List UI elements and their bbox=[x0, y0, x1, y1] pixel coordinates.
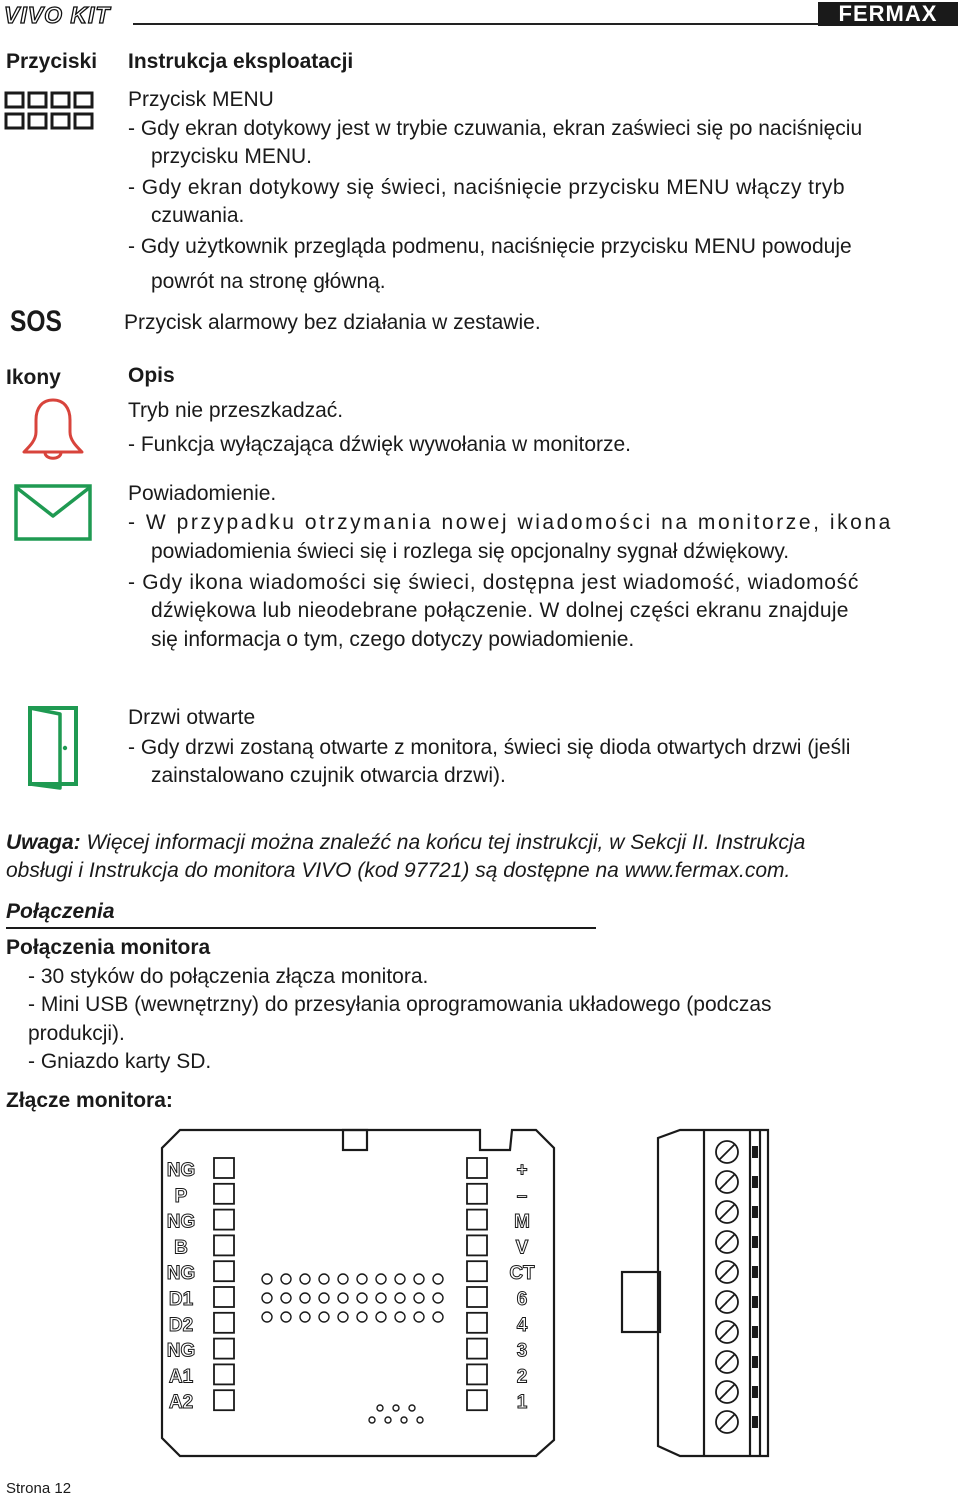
menu-line: czuwania. bbox=[151, 204, 245, 227]
terminal-mark bbox=[752, 1236, 758, 1248]
terminal-label: – bbox=[516, 1185, 528, 1207]
monitor-connections-heading: Połączenia monitora bbox=[6, 936, 211, 959]
terminal-mark bbox=[752, 1296, 758, 1308]
terminal-slot bbox=[214, 1364, 234, 1384]
pin bbox=[357, 1274, 367, 1284]
page-number: Strona 12 bbox=[6, 1480, 72, 1497]
terminal-label: A1 bbox=[168, 1366, 194, 1388]
terminal-label: A2 bbox=[168, 1392, 194, 1414]
pin bbox=[338, 1293, 348, 1303]
pin bbox=[376, 1312, 386, 1322]
terminal-mark bbox=[752, 1146, 758, 1158]
note-line: obsługi i Instrukcja do monitora VIVO (kod 97721) są dostępne na www.fermax.com. bbox=[6, 859, 791, 882]
dnd-title: Tryb nie przeszkadzać. bbox=[128, 399, 344, 422]
header-rule bbox=[133, 23, 819, 25]
keypad-icon bbox=[4, 90, 94, 134]
pin bbox=[281, 1274, 291, 1284]
terminal-slot bbox=[214, 1158, 234, 1178]
door-title: Drzwi otwarte bbox=[128, 706, 256, 729]
envelope-icon bbox=[14, 484, 92, 542]
notification-line: - Gdy ikona wiadomości się świeci, dostępna jest wiadomość, wiadomość bbox=[128, 571, 860, 594]
terminal-label: NG bbox=[166, 1160, 196, 1181]
pin bbox=[300, 1293, 310, 1303]
terminal-slot bbox=[467, 1235, 487, 1255]
terminal-mark bbox=[752, 1326, 758, 1338]
pin bbox=[281, 1312, 291, 1322]
pin bbox=[417, 1417, 423, 1423]
instruction-title: Instrukcja eksploatacji bbox=[128, 50, 354, 73]
door-icon bbox=[26, 704, 82, 790]
terminal-label: 2 bbox=[516, 1366, 528, 1388]
pin bbox=[414, 1274, 424, 1284]
terminal-slot bbox=[467, 1313, 487, 1333]
terminal-slot bbox=[467, 1210, 487, 1230]
pin bbox=[369, 1417, 375, 1423]
terminal-slot bbox=[467, 1390, 487, 1410]
terminal-slot bbox=[467, 1261, 487, 1281]
terminal-label: 6 bbox=[516, 1289, 528, 1310]
terminal-slot bbox=[467, 1184, 487, 1204]
sos-description: Przycisk alarmowy bez działania w zestawie. bbox=[124, 311, 541, 334]
terminal-mark bbox=[752, 1176, 758, 1188]
terminal-slot bbox=[467, 1364, 487, 1384]
terminal-slot bbox=[214, 1261, 234, 1281]
door-line: zainstalowano czujnik otwarcia drzwi). bbox=[151, 764, 506, 787]
terminal-slot bbox=[214, 1287, 234, 1307]
pin bbox=[357, 1312, 367, 1322]
pin bbox=[262, 1312, 272, 1322]
pin bbox=[414, 1293, 424, 1303]
terminal-slot bbox=[467, 1158, 487, 1178]
connections-heading: Połączenia bbox=[6, 900, 115, 923]
pin bbox=[319, 1274, 329, 1284]
pin bbox=[319, 1293, 329, 1303]
terminal-label: D2 bbox=[168, 1314, 194, 1336]
screw-slot bbox=[719, 1174, 735, 1190]
terminal-mark bbox=[752, 1356, 758, 1368]
notification-line: powiadomienia świeci się i rozlega się opcjonalny sygnał dźwiękowy. bbox=[151, 540, 790, 563]
pin bbox=[433, 1293, 443, 1303]
bell-icon bbox=[20, 396, 86, 466]
screw-slot bbox=[719, 1234, 735, 1250]
note-text: Więcej informacji można znaleźć na końcu tej instrukcji, w Sekcji II. Instrukcja bbox=[80, 831, 806, 854]
pin bbox=[319, 1312, 329, 1322]
note-line bbox=[6, 828, 805, 857]
menu-title: Przycisk MENU bbox=[128, 88, 274, 111]
screw-slot bbox=[719, 1384, 735, 1400]
menu-line: - Gdy użytkownik przegląda podmenu, naciśnięcie przycisku MENU powoduje bbox=[128, 235, 852, 258]
terminal-label: D1 bbox=[168, 1289, 194, 1310]
icons-heading: Opis bbox=[128, 364, 175, 387]
connections-line: - Mini USB (wewnętrzny) do przesyłania oprogramowania układowego (podczas bbox=[28, 993, 772, 1016]
terminal-slot bbox=[214, 1210, 234, 1230]
pin bbox=[395, 1312, 405, 1322]
terminal-label: 1 bbox=[516, 1392, 528, 1414]
note-label: Uwaga: bbox=[6, 831, 81, 854]
brand-logo-fermax: FERMAX bbox=[818, 2, 958, 26]
pin bbox=[409, 1405, 415, 1411]
pin bbox=[300, 1312, 310, 1322]
terminal-mark bbox=[752, 1266, 758, 1278]
menu-line: - Gdy ekran dotykowy się świeci, naciśnięcie przycisku MENU włączy tryb bbox=[128, 176, 845, 199]
connections-rule bbox=[6, 927, 596, 929]
pin bbox=[338, 1274, 348, 1284]
terminal-slot bbox=[467, 1287, 487, 1307]
screw-slot bbox=[719, 1324, 735, 1340]
terminal-mark bbox=[752, 1416, 758, 1428]
screw-slot bbox=[719, 1354, 735, 1370]
terminal-label: NG bbox=[166, 1340, 196, 1362]
menu-line: - Gdy ekran dotykowy jest w trybie czuwania, ekran zaświeci się po naciśnięciu bbox=[128, 117, 863, 140]
pin bbox=[393, 1405, 399, 1411]
menu-line: powrót na stronę główną. bbox=[151, 270, 386, 293]
door-line: - Gdy drzwi zostaną otwarte z monitora, świeci się dioda otwartych drzwi (jeśli bbox=[128, 736, 851, 759]
terminal-label: V bbox=[515, 1237, 529, 1259]
terminal-label: CT bbox=[509, 1263, 535, 1285]
pin bbox=[433, 1312, 443, 1322]
notification-line: - W przypadku otrzymania nowej wiadomości na monitorze, ikona bbox=[128, 511, 893, 534]
terminal-slot bbox=[214, 1339, 234, 1359]
pin bbox=[377, 1405, 383, 1411]
menu-line: przycisku MENU. bbox=[151, 145, 313, 168]
terminal-label: NG bbox=[166, 1263, 196, 1285]
pin bbox=[338, 1312, 348, 1322]
pin bbox=[262, 1274, 272, 1284]
notification-line: się informacja o tym, czego dotyczy powiadomienie. bbox=[151, 628, 635, 651]
screw-slot bbox=[719, 1414, 735, 1430]
terminal-label: P bbox=[174, 1185, 188, 1207]
terminal-label: NG bbox=[166, 1211, 196, 1233]
pin bbox=[376, 1274, 386, 1284]
screw-slot bbox=[719, 1294, 735, 1310]
sos-icon: SOS bbox=[10, 305, 62, 338]
pin bbox=[281, 1293, 291, 1303]
pin bbox=[395, 1274, 405, 1284]
terminal-label: 4 bbox=[516, 1314, 528, 1336]
terminal-label: M bbox=[514, 1211, 530, 1233]
pin bbox=[300, 1274, 310, 1284]
terminal-slot bbox=[467, 1339, 487, 1359]
terminal-mark bbox=[752, 1206, 758, 1218]
screw-slot bbox=[719, 1144, 735, 1160]
connections-line: - Gniazdo karty SD. bbox=[28, 1050, 212, 1073]
terminal-label: + bbox=[516, 1160, 528, 1181]
screw-slot bbox=[719, 1264, 735, 1280]
brand-logo-vivo-kit: VIVO KIT bbox=[4, 2, 111, 28]
screw-slot bbox=[719, 1204, 735, 1220]
notification-title: Powiadomienie. bbox=[128, 482, 277, 505]
connections-line: produkcji). bbox=[28, 1022, 125, 1045]
monitor-connector-diagram bbox=[160, 1128, 556, 1458]
dnd-description: - Funkcja wyłączająca dźwięk wywołania w monitorze. bbox=[128, 433, 632, 456]
connector-side-view bbox=[618, 1128, 778, 1458]
connections-line: - 30 styków do połączenia złącza monitora. bbox=[28, 965, 429, 988]
pin bbox=[385, 1417, 391, 1423]
connector-heading: Złącze monitora: bbox=[6, 1089, 173, 1112]
notification-line: dźwiękowa lub nieodebrane połączenie. W dolnej części ekranu znajduje bbox=[151, 599, 849, 622]
pin bbox=[395, 1293, 405, 1303]
terminal-slot bbox=[214, 1184, 234, 1204]
label-icons: Ikony bbox=[6, 366, 61, 389]
pin bbox=[401, 1417, 407, 1423]
pin bbox=[357, 1293, 367, 1303]
pin bbox=[376, 1293, 386, 1303]
pin bbox=[262, 1293, 272, 1303]
pin bbox=[433, 1274, 443, 1284]
terminal-slot bbox=[214, 1235, 234, 1255]
terminal-slot bbox=[214, 1313, 234, 1333]
terminal-slot bbox=[214, 1390, 234, 1410]
terminal-label: 3 bbox=[516, 1340, 528, 1362]
label-buttons: Przyciski bbox=[6, 50, 98, 73]
terminal-label: B bbox=[174, 1237, 188, 1259]
pin bbox=[414, 1312, 424, 1322]
terminal-mark bbox=[752, 1386, 758, 1398]
